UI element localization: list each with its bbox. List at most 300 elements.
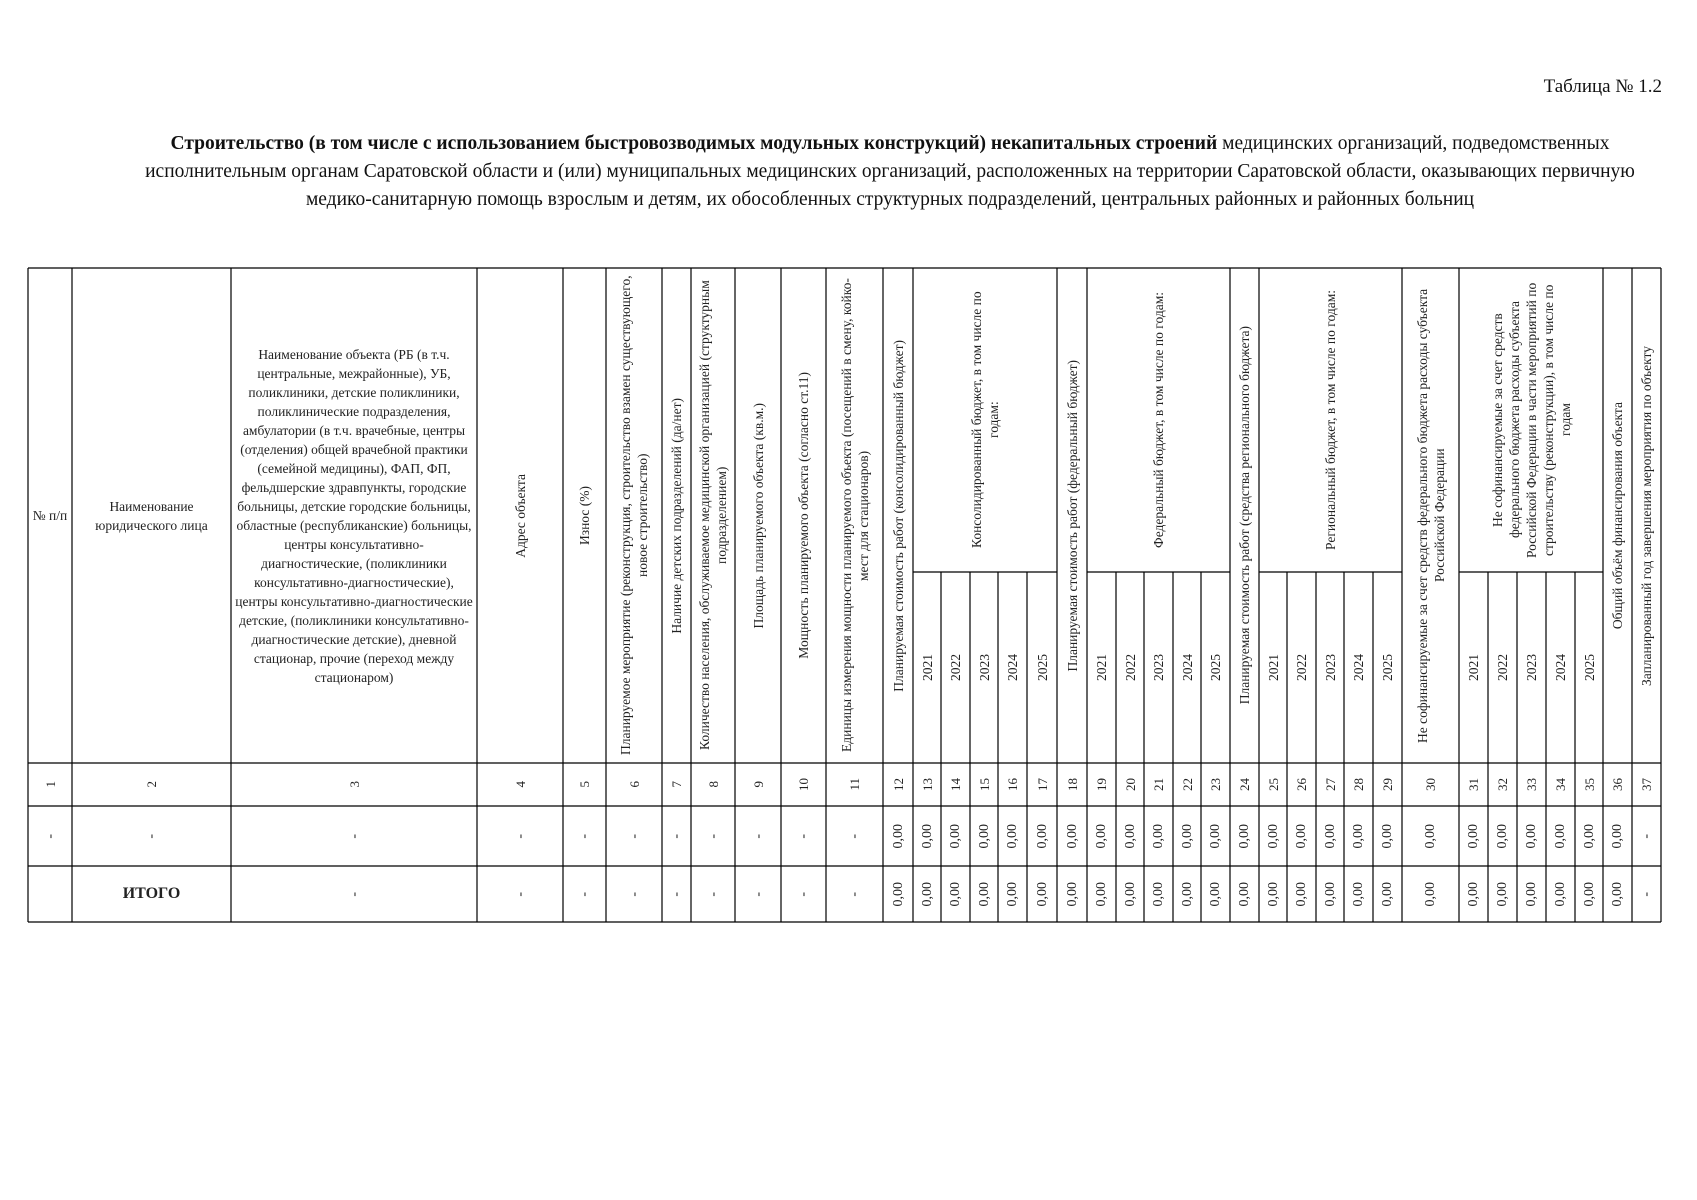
column-number-32 <box>1488 763 1517 806</box>
total-row-col-6-text: - <box>626 891 642 897</box>
data-row-col-32 <box>1488 806 1517 866</box>
total-row-col-23-text: 0,00 <box>1208 881 1223 907</box>
column-number-32-text: 32 <box>1495 778 1510 791</box>
total-row-col-15 <box>970 866 998 922</box>
header-year-col-31 <box>1459 572 1488 763</box>
header-year-col-32-text: 2022 <box>1495 654 1510 681</box>
data-row-col-6-text: - <box>626 833 642 839</box>
total-row-col-25-text: 0,00 <box>1265 881 1281 907</box>
column-number-17 <box>1027 763 1057 806</box>
column-number-8-text: 8 <box>705 781 721 788</box>
data-row-col-33-text: 0,00 <box>1524 823 1539 849</box>
total-row-col-8-text: - <box>705 891 721 897</box>
header-year-col-34 <box>1546 572 1575 763</box>
column-number-28-text: 28 <box>1351 778 1366 791</box>
total-row-col-18 <box>1057 866 1087 922</box>
column-number-8 <box>691 763 735 806</box>
column-number-10 <box>781 763 826 806</box>
header-year-col-17 <box>1027 572 1057 763</box>
total-row-col-22-text: 0,00 <box>1179 881 1195 907</box>
header-nonco-group-text: Не софинансируемые за счет средств федерального бюджета расходы субъекта Российской Федерации в части мероприятий по строительству (реконструкции), в том числе по годам <box>1489 282 1573 558</box>
table-number: Таблица № 1.2 <box>1543 76 1662 97</box>
data-row-col-22-text: 0,00 <box>1179 823 1195 849</box>
total-row-col-12 <box>883 866 913 922</box>
header-consolidated-group <box>913 268 1057 572</box>
data-row-col-4 <box>477 806 563 866</box>
total-row-col-31 <box>1459 866 1488 922</box>
column-number-21 <box>1144 763 1173 806</box>
column-number-25-text: 25 <box>1265 778 1281 791</box>
column-number-22-text: 22 <box>1179 778 1195 791</box>
total-row-col-7-text: - <box>669 891 684 897</box>
total-row-col-11 <box>826 866 883 922</box>
column-number-35-text: 35 <box>1581 778 1597 791</box>
total-row-col-4 <box>477 866 563 922</box>
header-year-col-16-text: 2024 <box>1005 654 1020 681</box>
column-number-29-text: 29 <box>1380 778 1395 791</box>
column-number-7-text: 7 <box>669 781 684 788</box>
total-row-col-23 <box>1201 866 1230 922</box>
total-row-col-27 <box>1316 866 1344 922</box>
total-row-col-28 <box>1344 866 1373 922</box>
column-number-26 <box>1287 763 1316 806</box>
data-row-col-2-text: - <box>144 833 159 839</box>
data-row-col-22 <box>1173 806 1201 866</box>
data-row-col-25-text: 0,00 <box>1265 823 1281 849</box>
column-number-26-text: 26 <box>1294 778 1309 791</box>
header-col-6 <box>606 268 662 763</box>
column-number-37-text: 37 <box>1639 778 1654 791</box>
header-year-col-27-text: 2023 <box>1322 654 1338 681</box>
data-row-col-8 <box>691 806 735 866</box>
header-col-8-text: Количество населения, обслуживаемое медицинской организацией (структурным подразделением) <box>697 280 729 751</box>
data-row-col-23 <box>1201 806 1230 866</box>
data-row-col-9 <box>735 806 781 866</box>
column-number-9-text: 9 <box>750 781 766 788</box>
column-number-24 <box>1230 763 1259 806</box>
data-row-col-5-text: - <box>577 833 592 839</box>
total-row-col-14-text: 0,00 <box>948 881 963 907</box>
header-year-col-15 <box>970 572 998 763</box>
header-year-col-20-text: 2022 <box>1122 654 1138 681</box>
data-row-col-17 <box>1027 806 1057 866</box>
data-row-col-4-text: - <box>512 833 528 839</box>
column-number-4-text: 4 <box>512 781 528 788</box>
column-number-9 <box>735 763 781 806</box>
column-number-1-text: 1 <box>42 781 58 788</box>
data-row-col-7-text: - <box>669 833 684 839</box>
column-number-31 <box>1459 763 1488 806</box>
column-number-7 <box>662 763 691 806</box>
header-year-col-17-text: 2025 <box>1034 654 1050 681</box>
total-row-col-29 <box>1373 866 1402 922</box>
data-row-col-9-text: - <box>750 833 766 839</box>
data-row-col-19-text: 0,00 <box>1094 823 1109 849</box>
header-year-col-35 <box>1575 572 1603 763</box>
data-row-col-5 <box>563 806 606 866</box>
total-row-col-15-text: 0,00 <box>976 881 992 907</box>
total-row-col-27-text: 0,00 <box>1322 881 1338 907</box>
data-row-col-17-text: 0,00 <box>1034 823 1050 849</box>
data-row-col-24 <box>1230 806 1259 866</box>
total-row-col-1 <box>28 866 72 922</box>
header-col-36-text: Общий объём финансирования объекта <box>1610 401 1625 630</box>
data-row-col-13 <box>913 806 941 866</box>
column-number-27-text: 27 <box>1322 778 1338 791</box>
header-year-col-19 <box>1087 572 1116 763</box>
total-row-col-5 <box>563 866 606 922</box>
column-number-30 <box>1402 763 1459 806</box>
data-row-col-30-text: 0,00 <box>1423 823 1438 849</box>
total-row-col-16 <box>998 866 1027 922</box>
column-number-20-text: 20 <box>1122 778 1138 791</box>
header-col-5 <box>563 268 606 763</box>
column-number-16 <box>998 763 1027 806</box>
column-number-18 <box>1057 763 1087 806</box>
header-legal-entity-text: Наименование юридического лица <box>95 498 208 533</box>
data-row-col-37 <box>1632 806 1661 866</box>
column-number-2-text: 2 <box>144 781 159 788</box>
header-col-10-text: Мощность планируемого объекта (согласно ст.11) <box>796 372 811 659</box>
header-year-col-29-text: 2025 <box>1380 654 1395 681</box>
header-year-col-28-text: 2024 <box>1351 654 1366 681</box>
header-year-col-19-text: 2021 <box>1094 654 1109 681</box>
data-row-col-10-text: - <box>796 833 811 839</box>
total-row-col-35-text: 0,00 <box>1581 881 1597 907</box>
column-number-11 <box>826 763 883 806</box>
column-number-11-text: 11 <box>847 778 862 791</box>
column-number-1 <box>28 763 72 806</box>
data-row-col-16 <box>998 806 1027 866</box>
column-number-3-text: 3 <box>346 781 362 788</box>
data-row-col-18 <box>1057 806 1087 866</box>
total-row-col-21-text: 0,00 <box>1151 881 1166 907</box>
column-number-31-text: 31 <box>1466 778 1481 791</box>
column-number-3 <box>231 763 477 806</box>
total-row-col-33 <box>1517 866 1546 922</box>
total-row-col-10 <box>781 866 826 922</box>
data-row-col-19 <box>1087 806 1116 866</box>
total-row-col-34-text: 0,00 <box>1553 881 1568 907</box>
column-number-28 <box>1344 763 1373 806</box>
header-year-col-22-text: 2024 <box>1179 654 1195 681</box>
data-row-col-30 <box>1402 806 1459 866</box>
column-number-16-text: 16 <box>1005 778 1020 791</box>
header-year-col-33-text: 2023 <box>1524 654 1539 681</box>
column-number-36 <box>1603 763 1632 806</box>
column-number-6-text: 6 <box>626 781 642 788</box>
header-year-col-29 <box>1373 572 1402 763</box>
header-year-col-14-text: 2022 <box>948 654 963 681</box>
total-row-col-32 <box>1488 866 1517 922</box>
column-number-27 <box>1316 763 1344 806</box>
column-number-29 <box>1373 763 1402 806</box>
total-row-col-26 <box>1287 866 1316 922</box>
column-number-30-text: 30 <box>1423 778 1438 791</box>
header-legal-entity <box>72 268 231 763</box>
column-number-22 <box>1173 763 1201 806</box>
data-row-col-20 <box>1116 806 1144 866</box>
total-row-col-20 <box>1116 866 1144 922</box>
data-row-col-13-text: 0,00 <box>919 823 935 849</box>
data-row-col-1-text: - <box>42 833 58 839</box>
column-number-15-text: 15 <box>976 778 992 791</box>
total-row-col-17 <box>1027 866 1057 922</box>
column-number-23 <box>1201 763 1230 806</box>
data-row-col-8-text: - <box>705 833 721 839</box>
column-number-33 <box>1517 763 1546 806</box>
total-row-col-9-text: - <box>750 891 766 897</box>
data-row-col-29-text: 0,00 <box>1380 823 1395 849</box>
total-row-col-31-text: 0,00 <box>1466 881 1481 907</box>
total-row-col-13 <box>913 866 941 922</box>
total-row-col-24-text: 0,00 <box>1237 881 1252 907</box>
total-row-col-22 <box>1173 866 1201 922</box>
header-year-col-20 <box>1116 572 1144 763</box>
title-bold-part: Строительство (в том числе с использованием быстровозводимых модульных конструкций) некапитальных строений <box>170 133 1218 154</box>
header-col-24 <box>1230 268 1259 763</box>
data-row-col-31 <box>1459 806 1488 866</box>
total-row-col-25 <box>1259 866 1287 922</box>
header-col-5-text: Износ (%) <box>577 486 592 545</box>
total-row-col-3 <box>231 866 477 922</box>
data-row-col-21-text: 0,00 <box>1151 823 1166 849</box>
column-number-34 <box>1546 763 1575 806</box>
header-col-30 <box>1402 268 1459 763</box>
data-row-col-2 <box>72 806 231 866</box>
data-row-col-32-text: 0,00 <box>1495 823 1510 849</box>
header-col-18-text: Планируемая стоимость работ (федеральный бюджет) <box>1064 359 1080 672</box>
data-row-col-10 <box>781 806 826 866</box>
header-nonco-group <box>1459 268 1603 572</box>
data-row-col-28 <box>1344 806 1373 866</box>
header-col-7-text: Наличие детских подразделений (да/нет) <box>669 397 684 634</box>
header-col-24-text: Планируемая стоимость работ (средства регионального бюджета) <box>1237 326 1252 705</box>
header-col-8 <box>691 268 735 763</box>
total-row-col-2 <box>72 866 231 922</box>
total-row-col-6 <box>606 866 662 922</box>
data-row-col-7 <box>662 806 691 866</box>
header-object-name <box>231 268 477 763</box>
title-rest-part: медицинских организаций, подведомственных исполнительным органам Саратовской области и (или) муниципальных медицинских организаций, расположенных на территории Саратовской области, оказывающих первичную медико-санитарную помощь взрослым и детям, их обособленных структурных подразделений, центральных районных и районных больниц <box>145 133 1635 210</box>
column-number-36-text: 36 <box>1610 778 1625 791</box>
total-row-col-30-text: 0,00 <box>1423 881 1438 907</box>
total-row-col-35 <box>1575 866 1603 922</box>
column-number-20 <box>1116 763 1144 806</box>
header-year-col-13-text: 2021 <box>919 654 935 681</box>
total-row-col-36 <box>1603 866 1632 922</box>
header-year-col-27 <box>1316 572 1344 763</box>
column-number-34-text: 34 <box>1553 778 1568 791</box>
header-year-col-25-text: 2021 <box>1265 654 1281 681</box>
total-row-col-13-text: 0,00 <box>919 881 935 907</box>
column-number-19 <box>1087 763 1116 806</box>
total-row-col-19-text: 0,00 <box>1094 881 1109 907</box>
header-year-col-26-text: 2022 <box>1294 654 1309 681</box>
total-row-col-18-text: 0,00 <box>1064 881 1080 907</box>
total-row-col-12-text: 0,00 <box>890 881 906 907</box>
data-row-col-26-text: 0,00 <box>1294 823 1309 849</box>
column-number-5-text: 5 <box>577 781 592 788</box>
column-number-4 <box>477 763 563 806</box>
header-col-9 <box>735 268 781 763</box>
column-number-21-text: 21 <box>1151 778 1166 791</box>
document-title <box>120 130 1660 214</box>
header-col-30-text: Не софинансируемые за счет средств федерального бюджета расходы субъекта Российской Федерации <box>1414 288 1447 743</box>
column-number-35 <box>1575 763 1603 806</box>
header-col-11 <box>826 268 883 763</box>
total-row-col-5-text: - <box>577 891 592 897</box>
header-col-12 <box>883 268 913 763</box>
total-row-col-16-text: 0,00 <box>1005 881 1020 907</box>
data-row-col-11-text: - <box>847 833 862 839</box>
data-row-col-3 <box>231 806 477 866</box>
data-row-col-26 <box>1287 806 1316 866</box>
header-col-9-text: Площадь планируемого объекта (кв.м.) <box>750 402 766 629</box>
header-col-36 <box>1603 268 1632 763</box>
total-row-col-37-text: - <box>1639 891 1654 897</box>
header-col-37 <box>1632 268 1661 763</box>
header-year-col-28 <box>1344 572 1373 763</box>
column-number-13 <box>913 763 941 806</box>
header-year-col-13 <box>913 572 941 763</box>
data-row-col-12-text: 0,00 <box>890 823 906 849</box>
total-row-col-14 <box>941 866 970 922</box>
data-row-col-27 <box>1316 806 1344 866</box>
header-object-name-text: Наименование объекта (РБ (в т.ч. центральные, межрайонные), УБ, поликлиники, детские поликлиники, поликлинические подразделения, амбулатории (в т.ч. врачебные, центры (отделения) общей врачебной практики (семейной медицины), ФАП, ФП, фельдшерские здравпункты, городские больницы, детские городские больницы, областные (республиканские) больницы, центры консультативно-диагностические, (поликлиники консультативно-диагностические), центры консультативно-диагностические детские, (поликлиники консультативно-диагностические детские), дневной стационар, прочие (переход между стационаром) <box>235 346 473 685</box>
column-number-12-text: 12 <box>890 778 906 791</box>
header-col-6-text: Планируемое мероприятие (реконструкция, строительство взамен существующего, новое строительство) <box>618 275 650 756</box>
data-row-col-20-text: 0,00 <box>1122 823 1138 849</box>
total-row-col-20-text: 0,00 <box>1122 881 1138 907</box>
header-year-col-23-text: 2025 <box>1208 654 1223 681</box>
column-number-23-text: 23 <box>1208 778 1223 791</box>
total-row-col-34 <box>1546 866 1575 922</box>
column-number-13-text: 13 <box>919 778 935 791</box>
header-year-col-25 <box>1259 572 1287 763</box>
data-row-col-11 <box>826 806 883 866</box>
total-row-col-36-text: 0,00 <box>1610 881 1625 907</box>
total-row-col-3-text: - <box>346 891 362 897</box>
header-year-col-22 <box>1173 572 1201 763</box>
data-row-col-28-text: 0,00 <box>1351 823 1366 849</box>
total-row-col-19 <box>1087 866 1116 922</box>
column-number-2 <box>72 763 231 806</box>
header-year-col-21-text: 2023 <box>1151 654 1166 681</box>
header-year-col-31-text: 2021 <box>1466 654 1481 681</box>
column-number-24-text: 24 <box>1237 778 1252 791</box>
total-row-col-4-text: - <box>512 891 528 897</box>
header-regional-group-text: Региональный бюджет, в том числе по годам: <box>1323 290 1338 550</box>
data-row-col-21 <box>1144 806 1173 866</box>
data-row-col-29 <box>1373 806 1402 866</box>
data-row-col-15-text: 0,00 <box>976 823 992 849</box>
data-row-col-35-text: 0,00 <box>1581 823 1597 849</box>
header-col-4-text: Адрес объекта <box>512 473 528 558</box>
header-row-number-text: № п/п <box>32 508 68 523</box>
header-col-4 <box>477 268 563 763</box>
column-number-15 <box>970 763 998 806</box>
header-federal-group <box>1087 268 1230 572</box>
data-row-col-33 <box>1517 806 1546 866</box>
data-row-col-34-text: 0,00 <box>1553 823 1568 849</box>
header-col-18 <box>1057 268 1087 763</box>
data-row-col-12 <box>883 806 913 866</box>
header-year-col-34-text: 2024 <box>1553 654 1568 681</box>
column-number-19-text: 19 <box>1094 778 1109 791</box>
total-row-col-10-text: - <box>796 891 811 897</box>
column-number-6 <box>606 763 662 806</box>
column-number-5 <box>563 763 606 806</box>
column-number-18-text: 18 <box>1064 778 1080 791</box>
total-row-col-32-text: 0,00 <box>1495 881 1510 907</box>
total-row-col-11-text: - <box>847 891 862 897</box>
data-row-col-6 <box>606 806 662 866</box>
column-number-25 <box>1259 763 1287 806</box>
data-row-col-23-text: 0,00 <box>1208 823 1223 849</box>
header-col-7 <box>662 268 691 763</box>
header-year-col-16 <box>998 572 1027 763</box>
header-col-37-text: Запланированный год завершения мероприятия по объекту <box>1639 345 1654 686</box>
header-year-col-35-text: 2025 <box>1581 654 1597 681</box>
column-number-12 <box>883 763 913 806</box>
header-col-11-text: Единицы измерения мощности планируемого объекта (посещений в смену, койко-мест для стационаров) <box>838 278 871 753</box>
total-row-col-2-text: ИТОГО <box>122 885 181 902</box>
total-row-col-7 <box>662 866 691 922</box>
total-row-col-8 <box>691 866 735 922</box>
total-row-col-9 <box>735 866 781 922</box>
header-row-number <box>28 268 72 763</box>
data-row-col-3-text: - <box>346 833 362 839</box>
column-number-14-text: 14 <box>948 778 963 791</box>
header-year-col-21 <box>1144 572 1173 763</box>
header-year-col-26 <box>1287 572 1316 763</box>
column-number-33-text: 33 <box>1524 778 1539 791</box>
total-row-col-37 <box>1632 866 1661 922</box>
header-consolidated-group-text: Консолидированный бюджет, в том числе по годам: <box>969 291 1001 549</box>
data-row-col-14 <box>941 806 970 866</box>
data-row-col-14-text: 0,00 <box>948 823 963 849</box>
column-number-17-text: 17 <box>1034 778 1050 791</box>
header-year-col-23 <box>1201 572 1230 763</box>
header-year-col-14 <box>941 572 970 763</box>
header-year-col-32 <box>1488 572 1517 763</box>
column-number-10-text: 10 <box>796 778 811 791</box>
data-row-col-25 <box>1259 806 1287 866</box>
total-row-col-17-text: 0,00 <box>1034 881 1050 907</box>
header-col-10 <box>781 268 826 763</box>
data-row-col-24-text: 0,00 <box>1237 823 1252 849</box>
column-number-14 <box>941 763 970 806</box>
data-row-col-34 <box>1546 806 1575 866</box>
header-year-col-15-text: 2023 <box>976 654 992 681</box>
total-row-col-26-text: 0,00 <box>1294 881 1309 907</box>
header-col-12-text: Планируемая стоимость работ (консолидированный бюджет) <box>890 339 906 692</box>
data-row-col-27-text: 0,00 <box>1322 823 1338 849</box>
data-row-col-16-text: 0,00 <box>1005 823 1020 849</box>
data-row-col-1 <box>28 806 72 866</box>
total-row-col-21 <box>1144 866 1173 922</box>
header-regional-group <box>1259 268 1402 572</box>
column-number-37 <box>1632 763 1661 806</box>
total-row-col-28-text: 0,00 <box>1351 881 1366 907</box>
data-row-col-18-text: 0,00 <box>1064 823 1080 849</box>
total-row-col-33-text: 0,00 <box>1524 881 1539 907</box>
total-row-col-29-text: 0,00 <box>1380 881 1395 907</box>
data-row-col-15 <box>970 806 998 866</box>
data-row-col-36-text: 0,00 <box>1610 823 1625 849</box>
total-row-col-30 <box>1402 866 1459 922</box>
